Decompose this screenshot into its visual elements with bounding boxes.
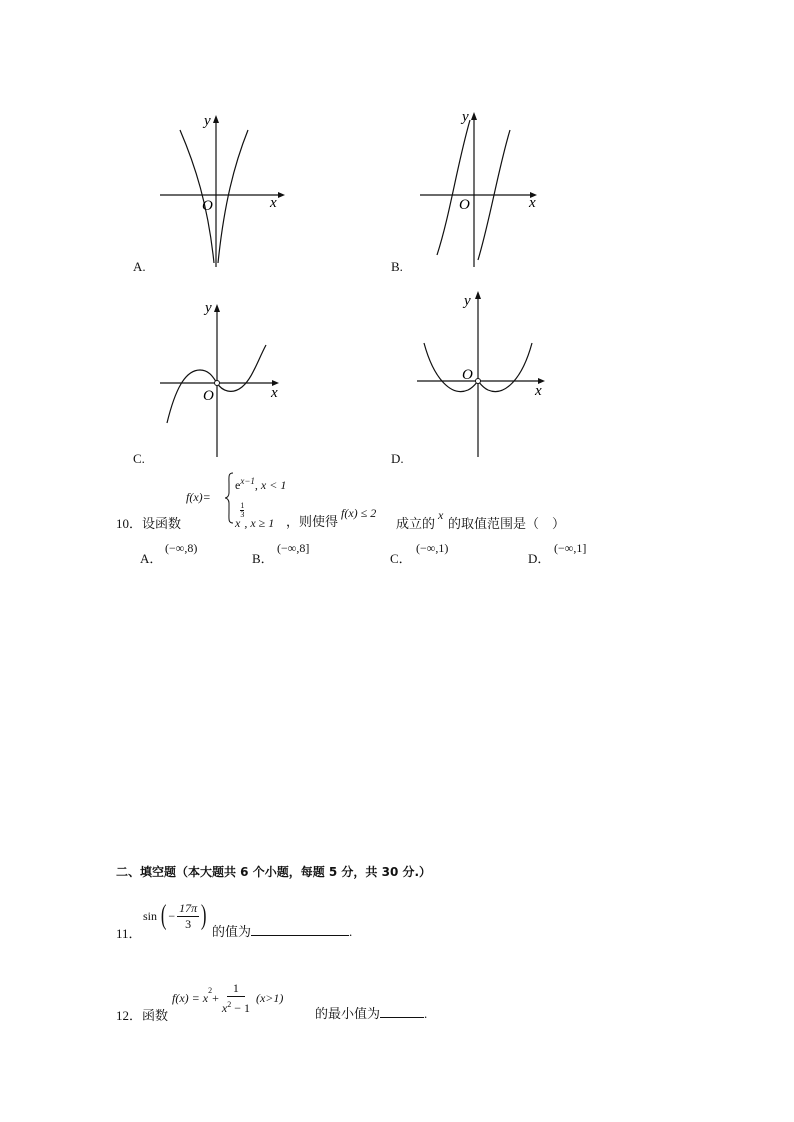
q10-option-c-value: (−∞,1) [416, 541, 449, 555]
q12-expression [172, 980, 283, 1016]
q12-den-x: x [221, 1000, 228, 1015]
q10-case1-base: e [235, 478, 241, 492]
q12-num: 1 [227, 981, 245, 997]
q10-brace-icon [224, 472, 234, 524]
option-b-label: B. [391, 259, 403, 274]
hole-icon [476, 379, 481, 384]
q10-option-d[interactable] [528, 548, 550, 567]
q10-option-d-label: D． [528, 551, 551, 566]
origin-label: O [203, 388, 214, 404]
q11-right-paren: ) [201, 900, 207, 931]
q12-tail-text [315, 1003, 427, 1022]
option-c-label: C. [133, 451, 145, 466]
q10-option-c-label: C． [390, 551, 412, 566]
q11-tail: 的值为 [212, 924, 252, 939]
q12-cond: (x>1) [255, 990, 284, 1005]
q10-option-c[interactable] [390, 548, 412, 567]
q12-exp2: 2 [208, 986, 213, 995]
q10-option-b-label: B． [252, 551, 274, 566]
q12-expr-head: f(x) = x [172, 990, 209, 1005]
x-label: x [529, 195, 536, 211]
q10-inequality: f(x) ≤ 2 [341, 506, 377, 520]
section-2-heading: 二、填空题（本大题共 6 个小题，每题 5 分，共 30 分.） [116, 865, 432, 879]
q10-case2-base: x [235, 516, 241, 530]
q11-end: . [349, 924, 353, 939]
curve-left [180, 130, 214, 263]
q11-expression [143, 898, 208, 934]
q12-answer-blank[interactable] [380, 1003, 424, 1018]
x-label: x [535, 383, 542, 399]
q10-case1-exp: x−1 [240, 476, 255, 486]
q12-end: . [424, 1006, 428, 1021]
q12-plus: + [212, 990, 219, 1005]
q12-tail: 的最小值为 [315, 1006, 381, 1021]
x-arrow-icon [278, 192, 285, 198]
q10-var: x [438, 508, 444, 522]
q10-case1-cond: , x < 1 [254, 478, 287, 492]
q10-number: 10．设函数 [116, 516, 182, 531]
q12-den-tail: − 1 [231, 1000, 250, 1015]
q10-option-a-label: A． [140, 551, 163, 566]
graph-b [412, 105, 552, 270]
hole-icon [215, 381, 220, 386]
q10-option-b-value: (−∞,8] [277, 541, 310, 555]
y-arrow-icon [475, 291, 481, 299]
q10-mid-text: ，则使得 [286, 514, 339, 529]
q10-func-name: f(x)= [186, 490, 211, 504]
q10-tail-2: 的取值范围是（ ） [448, 516, 566, 531]
q11-left-paren: ( [160, 900, 167, 931]
q12-fraction [222, 981, 250, 1016]
y-arrow-icon [214, 304, 220, 312]
q11-answer-blank[interactable] [251, 921, 349, 936]
origin-label: O [202, 198, 213, 214]
q10-case-2 [235, 502, 274, 531]
q12-den-exp: 2 [227, 999, 232, 1009]
q10-case2-exp-num: 1 [240, 501, 245, 510]
curve-left [437, 120, 470, 255]
q10-case2-exp-den: 3 [240, 510, 245, 519]
q11-fraction [177, 901, 199, 932]
y-label: y [204, 113, 211, 129]
q10-tail-1: 成立的 [396, 516, 436, 531]
q10-case2-cond: , x ≥ 1 [244, 516, 275, 530]
q10-option-a[interactable] [140, 548, 162, 567]
x-label: x [271, 385, 278, 401]
option-a-label: A. [133, 259, 146, 274]
q10-option-b[interactable] [252, 548, 274, 567]
option-d-label: D. [391, 451, 404, 466]
q11-minus: − [168, 908, 176, 923]
y-label: y [205, 300, 212, 316]
curve-right [218, 130, 248, 263]
q11-den: 3 [185, 916, 192, 931]
graph-a [150, 105, 290, 270]
x-label: x [270, 195, 277, 211]
q12-number: 12．函数 [116, 1008, 169, 1023]
y-label: y [462, 109, 469, 125]
y-arrow-icon [213, 115, 219, 123]
y-label: y [464, 293, 471, 309]
q10-option-d-value: (−∞,1] [554, 541, 587, 555]
q10-case-1 [235, 476, 286, 493]
graph-c [150, 295, 290, 460]
q12-den [222, 997, 250, 1016]
q11-num: 17π [179, 900, 198, 915]
origin-label: O [459, 197, 470, 213]
graph-d [412, 285, 552, 460]
origin-label: O [462, 367, 473, 383]
y-arrow-icon [471, 112, 477, 120]
q11-sin: sin [143, 908, 158, 923]
q11-number: 11． [116, 926, 142, 941]
q11-tail-text [212, 921, 352, 940]
q10-option-a-value: (−∞,8) [165, 541, 198, 555]
